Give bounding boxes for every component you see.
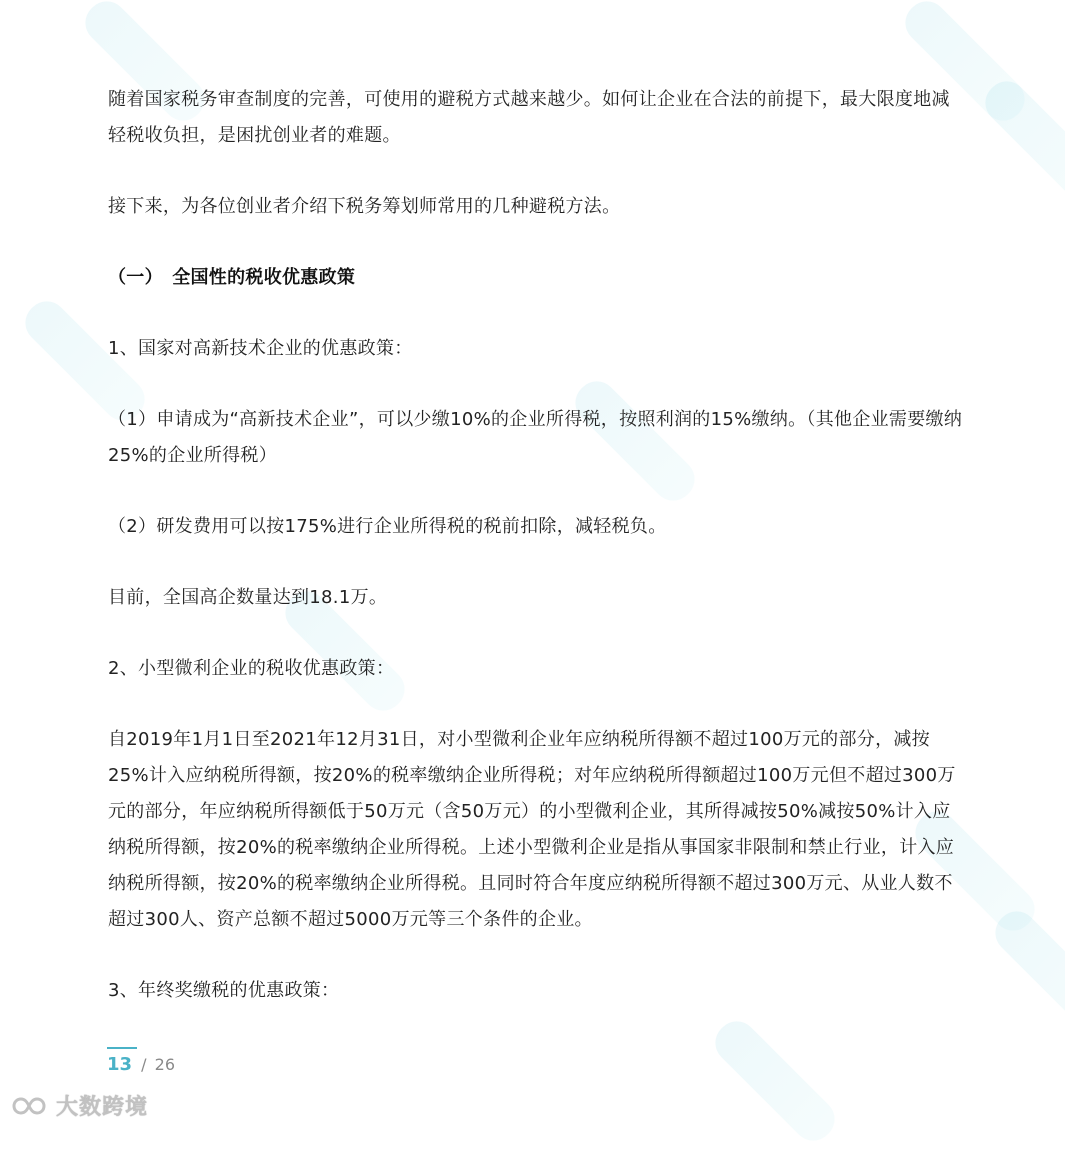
watermark [707, 1013, 843, 1149]
method-intro-paragraph: 接下来，为各位创业者介绍下税务筹划师常用的几种避税方法。 [108, 196, 621, 217]
watermark [977, 73, 1065, 209]
policy-item-1-title: 1、国家对高新技术企业的优惠政策： [108, 338, 413, 359]
infinity-logo-icon [8, 1094, 50, 1118]
page-footer [107, 1047, 175, 1075]
policy-item-3-title: 3、年终奖缴税的优惠政策： [108, 980, 340, 1001]
page-separator: / [141, 1055, 147, 1074]
watermark [987, 903, 1065, 1039]
page-total-number: 26 [154, 1055, 175, 1074]
policy-item-1-point-2: （2）研发费用可以按175%进行企业所得税的税前扣除，减轻税负。 [108, 516, 667, 537]
section-heading: （一） 全国性的税收优惠政策 [108, 267, 356, 288]
policy-item-2-body: 自2019年1月1日至2021年12月31日，对小型微利企业年应纳税所得额不超过100万元的部分，减按25%计入应纳税所得额，按20%的税率缴纳企业所得税；对年应纳税所得额超过100万元但不超过300万元的部分，年应纳税所得额低于50万元（含50万元）的小型微利企业，其所得减按50%减按50%计入应纳税所得额，按20%的税率缴纳企业所得税。上述小型微利企业是指从事国家非限制和禁止行业，计入应纳税所得额，按20%的税率缴纳企业所得税。且同时符合年度应纳税所得额不超过300万元、从业人数不超过300人、资产总额不超过5000万元等三个条件的企业。 [108, 729, 956, 930]
policy-item-1-point-1: （1）申请成为“高新技术企业”，可以少缴10%的企业所得税，按照利润的15%缴纳。（其他企业需要缴纳25%的企业所得税） [108, 409, 963, 466]
high-tech-count-paragraph: 目前，全国高企数量达到18.1万。 [108, 587, 388, 608]
policy-item-2-title: 2、小型微利企业的税收优惠政策： [108, 658, 395, 679]
footer-accent-line [107, 1047, 137, 1049]
brand-watermark [8, 1090, 148, 1121]
page-current-number: 13 [107, 1054, 133, 1075]
intro-paragraph: 随着国家税务审查制度的完善，可使用的避税方式越来越少。如何让企业在合法的前提下，最大限度地减轻税收负担，是困扰创业者的难题。 [108, 89, 950, 146]
brand-name: 大数跨境 [56, 1095, 149, 1120]
document-body [108, 82, 968, 1009]
